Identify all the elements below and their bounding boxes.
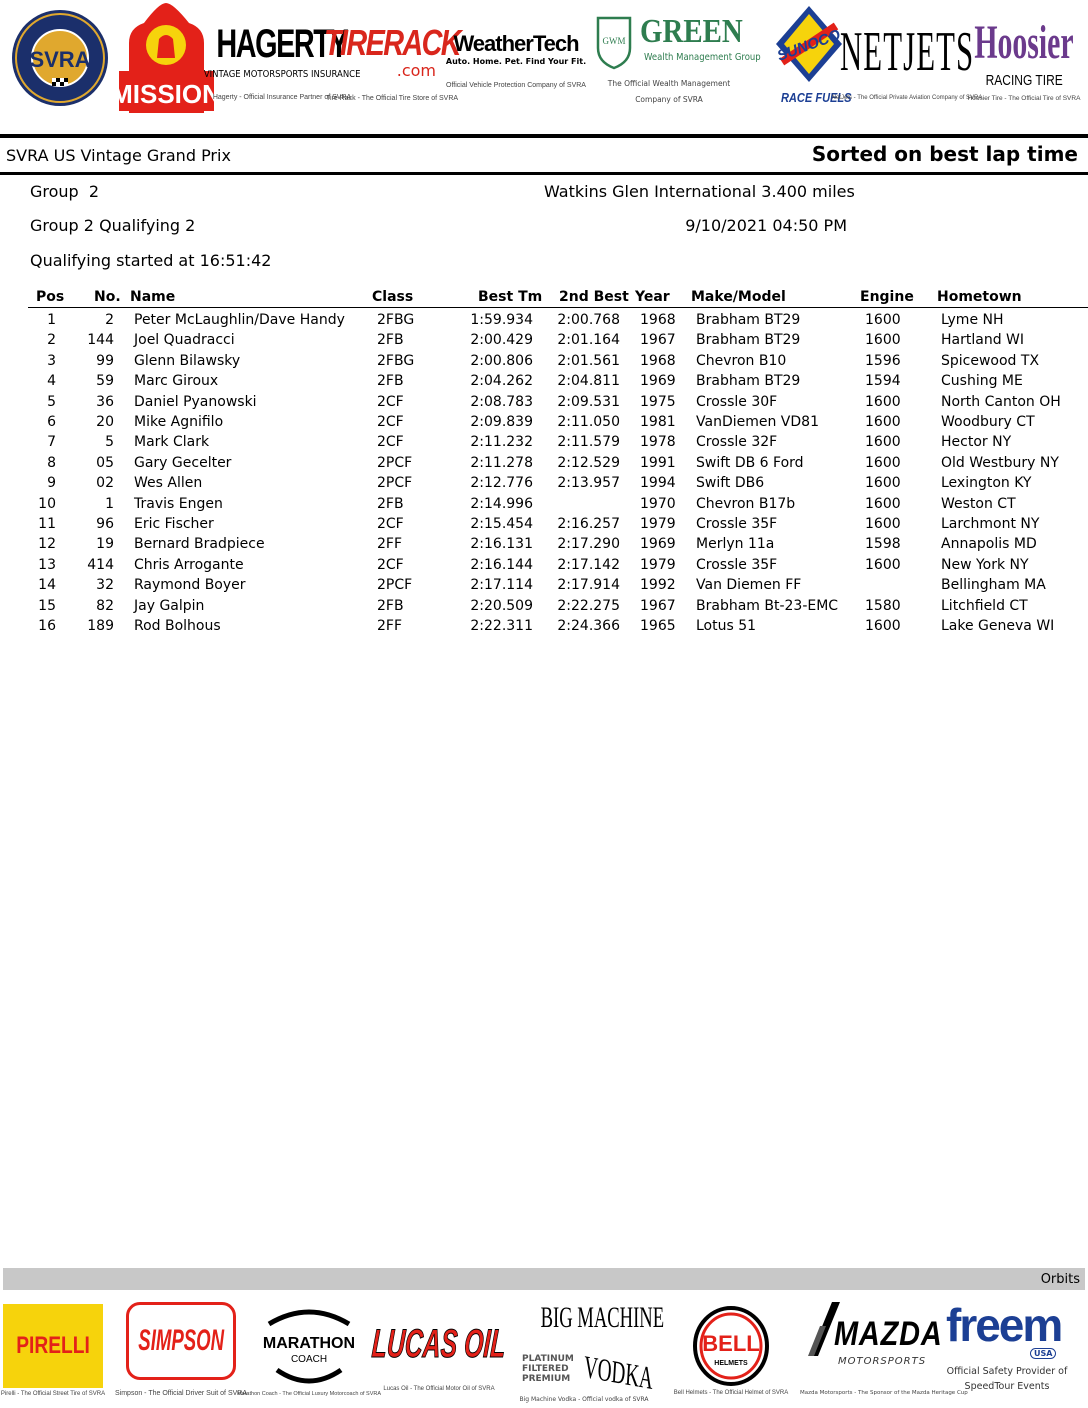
row-engine: 1600 — [865, 393, 901, 410]
row-best-time: 2:22.311 — [470, 618, 533, 634]
row-make-model: Swift DB6 — [696, 475, 765, 492]
row-hometown: Larchmont NY — [941, 516, 1040, 532]
row-class: 2FB — [377, 373, 404, 390]
sunoco-logo-text: SUNOCO — [774, 26, 843, 65]
col-class: Class — [372, 289, 414, 305]
row-car-number: 96 — [96, 516, 114, 532]
tirerack-logo-text: TIRERACK — [324, 21, 460, 63]
tirerack-sub: .com — [396, 60, 436, 80]
bell-logo — [674, 1300, 788, 1400]
mazda-sub: MOTORSPORTS — [838, 1356, 927, 1367]
row-pos: 3 — [47, 352, 56, 369]
table-row — [0, 373, 1088, 393]
row-second-best: 2:12.529 — [557, 454, 620, 471]
row-car-number: 2 — [105, 312, 114, 328]
row-hometown: Weston CT — [941, 495, 1016, 512]
lucasoil-caption: Lucas Oil - The Official Motor Oil of SVRA — [383, 1386, 495, 1392]
tirerack-caption: Tire Rack - The Official Tire Store of SVRA — [325, 94, 459, 102]
netjets-caption: NetJets - The Official Private Aviation Company of SVRA — [831, 94, 983, 101]
weathertech-logo — [445, 24, 587, 96]
row-class: 2FB — [377, 495, 404, 512]
row-hometown: Bellingham MA — [941, 577, 1046, 594]
row-driver-name: Gary Gecelter — [134, 454, 232, 471]
row-class: 2CF — [377, 414, 404, 430]
row-make-model: VanDiemen VD81 — [696, 414, 819, 430]
row-second-best: 2:17.290 — [557, 536, 620, 553]
marathon-logo — [236, 1298, 382, 1402]
hagerty-logo-text: HAGERTY — [216, 22, 348, 66]
row-car-number: 36 — [96, 393, 114, 410]
mazda-logo-text: MAZDA — [834, 1315, 943, 1353]
row-class: 2FB — [377, 597, 404, 614]
row-second-best: 2:01.164 — [557, 332, 620, 349]
col-pos: Pos — [36, 289, 65, 305]
hoosier-caption: Hoosier Tire - The Official Tire of SVRA — [967, 94, 1081, 102]
svra-seal-icon — [10, 6, 110, 110]
row-driver-name: Wes Allen — [134, 475, 203, 492]
table-header-rule — [28, 307, 1088, 308]
row-make-model: Chevron B10 — [696, 352, 787, 369]
row-best-time: 2:09.839 — [470, 414, 533, 430]
freem-logo-text: freem — [946, 1299, 1062, 1351]
table-row — [0, 557, 1088, 577]
row-car-number: 32 — [96, 577, 114, 594]
row-class: 2FF — [377, 536, 403, 553]
row-class: 2FB — [377, 332, 404, 349]
row-second-best: 2:17.142 — [557, 556, 620, 573]
row-year: 1969 — [640, 536, 676, 553]
row-pos: 7 — [47, 434, 56, 451]
row-make-model: Crossle 30F — [696, 393, 778, 410]
row-best-time: 2:11.232 — [470, 434, 533, 451]
row-engine: 1600 — [865, 618, 901, 634]
row-pos: 11 — [38, 516, 56, 532]
col-no: No. — [94, 289, 121, 305]
pirelli-logo — [0, 1300, 106, 1400]
row-year: 1992 — [640, 577, 676, 594]
table-row — [0, 353, 1088, 373]
row-second-best: 2:04.811 — [557, 373, 620, 390]
row-driver-name: Eric Fischer — [134, 516, 214, 532]
row-engine: 1594 — [865, 373, 901, 390]
bigmachine-logo-text: BIG MACHINE — [540, 1301, 665, 1334]
simpson-logo-text: SIMPSON — [138, 1323, 224, 1357]
row-year: 1981 — [640, 414, 676, 430]
sort-title: Sorted on best lap time — [811, 142, 1078, 166]
row-second-best: 2:11.050 — [557, 414, 620, 430]
row-make-model: Lotus 51 — [696, 618, 757, 634]
row-year: 1979 — [640, 556, 676, 573]
row-best-time: 2:20.509 — [470, 597, 533, 614]
col-hometown: Hometown — [937, 289, 1022, 305]
bigmachine-sub: VODKA — [582, 1348, 655, 1396]
row-hometown: Lake Geneva WI — [941, 618, 1055, 634]
row-year: 1994 — [640, 475, 676, 492]
row-year: 1968 — [640, 312, 676, 328]
table-row — [0, 618, 1088, 638]
weathertech-logo-text: WeatherTech — [453, 31, 579, 56]
footer-bar — [3, 1268, 1085, 1290]
weathertech-sub: Auto. Home. Pet. Find Your Fit. — [445, 57, 587, 66]
table-row — [0, 332, 1088, 352]
row-second-best: 2:16.257 — [557, 516, 620, 532]
green-logo-text: GREEN — [640, 13, 743, 50]
row-best-time: 2:04.262 — [470, 373, 533, 390]
row-year: 1991 — [640, 454, 676, 471]
row-driver-name: Raymond Boyer — [134, 577, 246, 594]
row-driver-name: Marc Giroux — [134, 373, 219, 390]
row-hometown: Spicewood TX — [941, 352, 1040, 369]
row-second-best: 2:09.531 — [557, 393, 620, 410]
tirerack-logo — [324, 14, 460, 110]
table-row — [0, 475, 1088, 495]
row-engine: 1600 — [865, 475, 901, 492]
row-driver-name: Daniel Pyanowski — [134, 393, 257, 410]
row-engine: 1600 — [865, 516, 901, 532]
row-best-time: 2:17.114 — [470, 577, 533, 594]
marathon-caption: Marathon Coach - The Official Luxury Motorcoach of SVRA — [236, 1390, 382, 1397]
row-hometown: Litchfield CT — [941, 597, 1028, 614]
bell-logo-text: BELL — [702, 1330, 760, 1356]
sponsor-strip-top — [0, 0, 1088, 130]
row-make-model: Chevron B17b — [696, 495, 796, 512]
row-engine: 1600 — [865, 312, 901, 328]
pirelli-badge — [3, 1304, 103, 1388]
row-class: 2CF — [377, 516, 404, 532]
green-sub: Wealth Management Group — [644, 52, 761, 63]
lucasoil-logo-text: LUCAS OIL — [370, 1322, 508, 1366]
row-car-number: 82 — [96, 597, 114, 614]
table-row — [0, 496, 1088, 516]
row-class: 2FBG — [377, 312, 415, 328]
row-year: 1979 — [640, 516, 676, 532]
mission-logo — [111, 3, 221, 113]
row-engine: 1600 — [865, 332, 901, 349]
qualifying-start: Qualifying started at 16:51:42 — [30, 251, 272, 270]
row-pos: 14 — [38, 577, 56, 594]
mission-bell-icon — [111, 3, 221, 113]
sunoco-sub: RACE FUELS — [780, 90, 852, 105]
row-hometown: Old Westbury NY — [941, 454, 1059, 471]
row-class: 2PCF — [377, 577, 413, 594]
freem-sub: USA — [1030, 1348, 1056, 1359]
header-bottom-rule — [0, 172, 1088, 175]
freem-caption: Official Safety Provider of SpeedTour Events — [946, 1366, 1068, 1392]
col-name: Name — [130, 289, 176, 305]
row-car-number: 59 — [96, 373, 114, 390]
table-row — [0, 312, 1088, 332]
session-datetime: 9/10/2021 04:50 PM — [685, 216, 847, 235]
row-engine: 1600 — [865, 454, 901, 471]
row-second-best: 2:24.366 — [557, 618, 620, 634]
row-pos: 1 — [47, 312, 56, 328]
row-hometown: Lyme NH — [941, 312, 1004, 328]
row-pos: 8 — [47, 454, 56, 471]
svg-text:GWM: GWM — [602, 36, 626, 46]
row-engine: 1600 — [865, 414, 901, 430]
session-label: Group 2 Qualifying 2 — [30, 216, 196, 235]
simpson-badge — [126, 1302, 236, 1380]
row-make-model: Brabham Bt-23-EMC — [696, 597, 839, 614]
row-year: 1968 — [640, 352, 676, 369]
marathon-logo-text: MARATHON — [262, 1334, 356, 1352]
row-hometown: New York NY — [941, 556, 1029, 573]
table-row — [0, 455, 1088, 475]
table-row — [0, 516, 1088, 536]
table-row — [0, 598, 1088, 618]
row-make-model: Swift DB 6 Ford — [696, 454, 804, 471]
col-second-best: 2nd Best — [559, 289, 629, 305]
row-best-time: 2:12.776 — [470, 475, 533, 492]
row-year: 1969 — [640, 373, 676, 390]
row-car-number: 19 — [96, 536, 114, 553]
footer-brand: Orbits — [1040, 1272, 1080, 1287]
row-driver-name: Chris Arrogante — [134, 556, 244, 573]
row-pos: 4 — [47, 373, 56, 390]
row-car-number: 99 — [96, 352, 114, 369]
row-car-number: 05 — [96, 454, 114, 471]
col-year: Year — [635, 289, 670, 305]
sunoco-diamond-icon — [776, 6, 842, 88]
hagerty-caption: Hagerty - Official Insurance Partner of SVRA — [212, 94, 352, 101]
row-hometown: Hartland WI — [941, 332, 1025, 349]
row-hometown: Hector NY — [941, 434, 1012, 451]
row-driver-name: Mike Agnifilo — [134, 414, 224, 430]
row-driver-name: Mark Clark — [134, 434, 210, 451]
row-best-time: 2:00.806 — [470, 352, 533, 369]
row-driver-name: Travis Engen — [134, 495, 223, 512]
row-year: 1978 — [640, 434, 676, 451]
event-title: SVRA US Vintage Grand Prix — [6, 146, 231, 165]
row-year: 1975 — [640, 393, 676, 410]
header-top-rule — [0, 134, 1088, 138]
green-shield-icon — [596, 14, 632, 70]
row-engine: 1598 — [865, 536, 901, 553]
row-pos: 16 — [38, 618, 56, 634]
row-second-best: 2:13.957 — [557, 475, 620, 492]
row-car-number: 02 — [96, 475, 114, 492]
row-class: 2CF — [377, 393, 404, 410]
marathon-emblem-icon — [249, 1304, 369, 1388]
row-class: 2CF — [377, 434, 404, 451]
row-make-model: Crossle 35F — [696, 516, 778, 532]
row-driver-name: Peter McLaughlin/Dave Handy — [134, 312, 345, 328]
row-make-model: Crossle 35F — [696, 556, 778, 573]
mazda-caption: Mazda Motorsports - The Sponsor of the Mazda Heritage Cup — [800, 1390, 968, 1396]
row-car-number: 144 — [87, 332, 114, 349]
row-class: 2FBG — [377, 352, 415, 369]
bell-caption: Bell Helmets - The Official Helmet of SVRA — [673, 1389, 789, 1396]
row-second-best: 2:17.914 — [557, 577, 620, 594]
col-make-model: Make/Model — [691, 289, 786, 305]
table-row — [0, 394, 1088, 414]
group-label: Group 2 — [30, 182, 100, 201]
row-best-time: 2:15.454 — [470, 516, 533, 532]
row-driver-name: Glenn Bilawsky — [134, 352, 241, 369]
green-caption: The Official Wealth Management Company of SVRA — [607, 79, 731, 104]
row-year: 1967 — [640, 332, 676, 349]
row-class: 2PCF — [377, 454, 413, 471]
pirelli-caption: Pirelli - The Official Street Tire of SVRA — [0, 1390, 106, 1397]
row-make-model: Brabham BT29 — [696, 332, 801, 349]
row-year: 1967 — [640, 597, 676, 614]
row-year: 1970 — [640, 495, 676, 512]
row-pos: 6 — [47, 414, 56, 430]
row-best-time: 2:11.278 — [470, 454, 533, 471]
row-pos: 5 — [47, 393, 56, 410]
col-engine: Engine — [860, 289, 914, 305]
row-hometown: Woodbury CT — [941, 414, 1035, 430]
row-best-time: 2:14.996 — [470, 495, 533, 512]
simpson-logo — [115, 1298, 248, 1400]
row-class: 2PCF — [377, 475, 413, 492]
svra-logo-text: SVRA — [29, 47, 91, 72]
svra-logo — [8, 4, 112, 112]
mazda-logo — [800, 1298, 968, 1402]
simpson-caption: Simpson - The Official Driver Suit of SVRA — [115, 1389, 248, 1397]
row-class: 2CF — [377, 556, 404, 573]
row-pos: 9 — [47, 475, 56, 492]
sponsor-strip-bottom — [0, 1296, 1088, 1406]
row-hometown: North Canton OH — [941, 393, 1061, 410]
row-make-model: Van Diemen FF — [696, 577, 802, 594]
freem-logo — [934, 1298, 1080, 1402]
row-second-best: 2:01.561 — [557, 352, 620, 369]
hoosier-logo — [966, 4, 1082, 110]
bigmachine-logo — [514, 1300, 665, 1404]
row-pos: 2 — [47, 332, 56, 349]
weathertech-caption: Official Vehicle Protection Company of SVRA — [446, 82, 586, 89]
row-make-model: Merlyn 11a — [696, 536, 775, 553]
row-best-time: 2:00.429 — [470, 332, 533, 349]
row-driver-name: Jay Galpin — [134, 597, 205, 614]
row-car-number: 20 — [96, 414, 114, 430]
green-wealth-logo — [594, 12, 761, 108]
bigmachine-sub2: PLATINUM FILTERED PREMIUM — [522, 1354, 574, 1384]
bell-emblem-icon — [691, 1305, 771, 1387]
row-driver-name: Bernard Bradpiece — [134, 536, 265, 553]
row-best-time: 1:59.934 — [470, 312, 533, 328]
row-year: 1965 — [640, 618, 676, 634]
row-car-number: 189 — [87, 618, 114, 634]
table-row — [0, 577, 1088, 597]
bell-sub: HELMETS — [714, 1359, 748, 1367]
row-engine: 1600 — [865, 434, 901, 451]
col-best-time: Best Tm — [478, 289, 543, 305]
row-engine: 1580 — [865, 597, 901, 614]
hoosier-sub: RACING TIRE — [985, 71, 1063, 89]
row-engine: 1596 — [865, 352, 901, 369]
lucasoil-logo — [370, 1298, 508, 1402]
hoosier-logo-text: Hoosier — [974, 15, 1074, 69]
row-make-model: Crossle 32F — [696, 434, 778, 451]
row-hometown: Annapolis MD — [941, 536, 1037, 553]
row-make-model: Brabham BT29 — [696, 312, 801, 328]
row-pos: 12 — [38, 536, 56, 553]
netjets-logo — [831, 4, 983, 108]
table-row — [0, 536, 1088, 556]
table-row — [0, 434, 1088, 454]
row-driver-name: Joel Quadracci — [134, 332, 235, 349]
row-car-number: 1 — [105, 495, 114, 512]
row-pos: 10 — [38, 495, 56, 512]
row-best-time: 2:16.131 — [470, 536, 533, 553]
track-label: Watkins Glen International 3.400 miles — [544, 182, 855, 201]
netjets-logo-text: NETJETS — [839, 20, 975, 83]
mission-logo-text: MISSION — [111, 79, 221, 109]
row-engine: 1600 — [865, 556, 901, 573]
row-car-number: 5 — [105, 434, 114, 451]
bigmachine-caption: Big Machine Vodka - Official vodka of SVRA — [519, 1396, 649, 1403]
row-pos: 13 — [38, 556, 56, 573]
row-engine: 1600 — [865, 495, 901, 512]
row-pos: 15 — [38, 597, 56, 614]
row-car-number: 414 — [87, 556, 114, 573]
row-make-model: Brabham BT29 — [696, 373, 801, 390]
pirelli-logo-text: PIRELLI — [16, 1331, 90, 1359]
marathon-sub: COACH — [290, 1353, 328, 1365]
hagerty-sub: VINTAGE MOTORSPORTS INSURANCE — [203, 69, 361, 80]
row-class: 2FF — [377, 618, 403, 634]
row-best-time: 2:08.783 — [470, 393, 533, 410]
row-second-best: 2:00.768 — [557, 312, 620, 328]
row-hometown: Lexington KY — [941, 475, 1032, 492]
table-row — [0, 414, 1088, 434]
row-second-best: 2:22.275 — [557, 597, 620, 614]
row-hometown: Cushing ME — [941, 373, 1023, 390]
row-driver-name: Rod Bolhous — [134, 618, 221, 634]
row-best-time: 2:16.144 — [470, 556, 533, 573]
row-second-best: 2:11.579 — [557, 434, 620, 451]
